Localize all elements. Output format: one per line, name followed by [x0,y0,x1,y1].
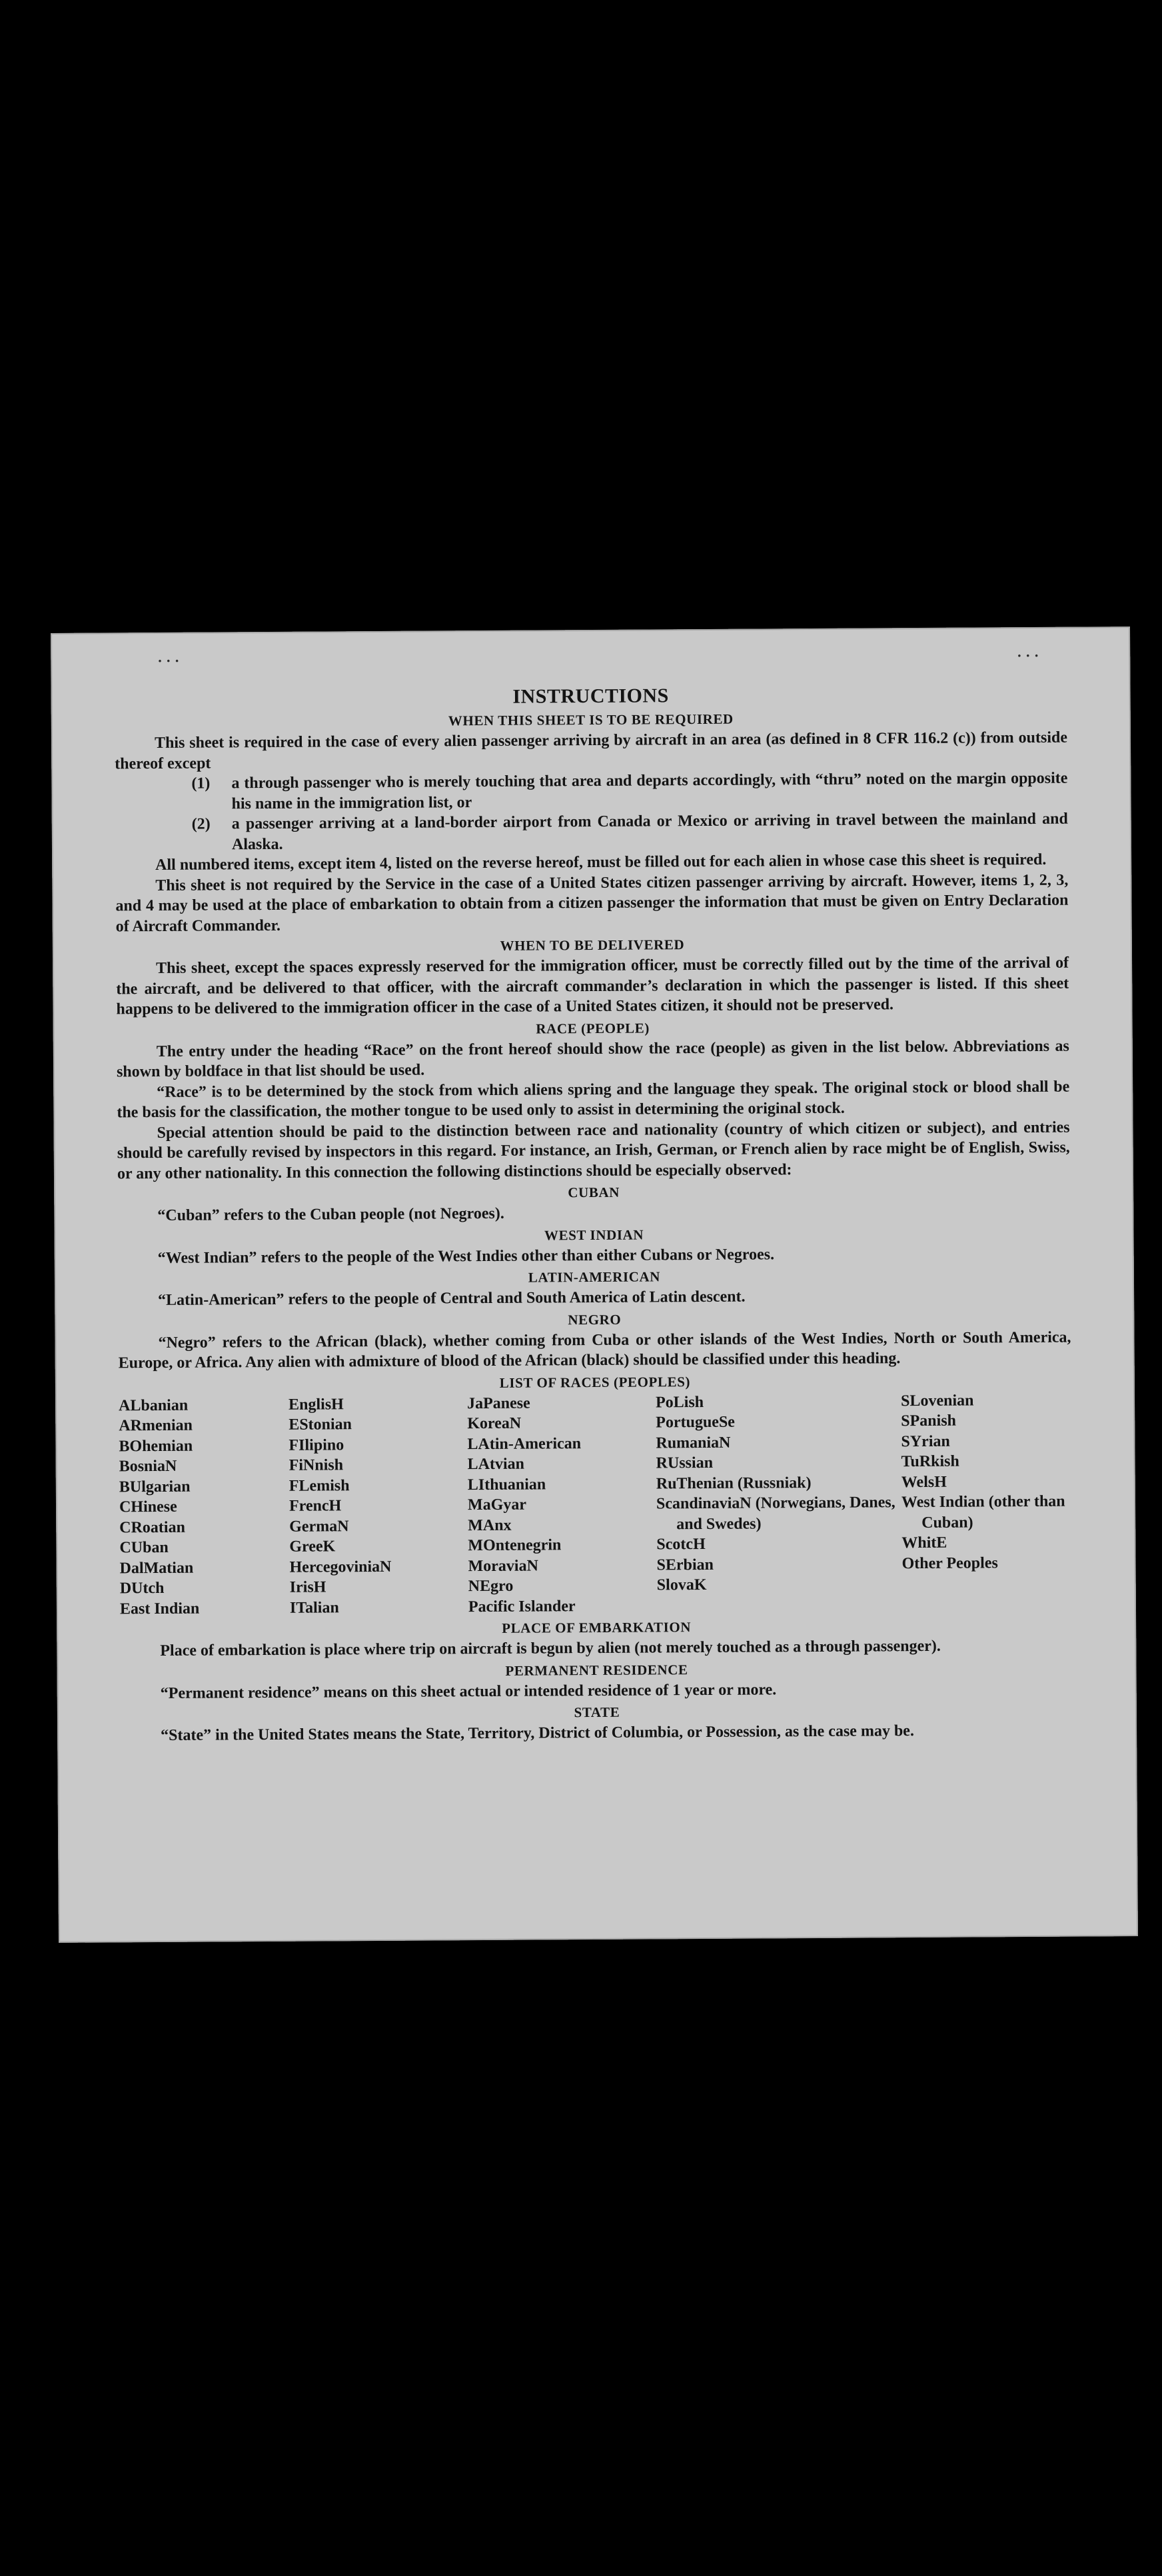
west-indian-definition: “West Indian” refers to the people of the West Indies other than either Cubans or Negroes. [157,1245,775,1267]
race-entry: SPanish [901,1412,957,1430]
heading-cuban: CUBAN [568,1184,620,1201]
race-entry: BOhemian [119,1437,193,1455]
race-entry: LAtin-American [467,1434,582,1453]
scan-specks-left: · · · [157,652,180,669]
race-entry: MaGyar [467,1496,527,1514]
heading-west-indian: WEST INDIAN [544,1226,644,1243]
sheet-content [115,682,1074,1746]
when-delivered-paragraph: This sheet, except the spaces expressly reserved for the immigration officer, must be correctly filled out by the time of the arrival of the aircraft, and be delivered to that officer, with the aircraft commander’s declaration in which the passenger is listed. If this sheet happens to be delivered to the immigration officer in the case of a United States citizen, it should not be preserved. [116,954,1069,1018]
latin-american-definition: “Latin-American” refers to the people of Central and South America of Latin descent. [158,1288,746,1310]
race-entry: CRoatian [119,1518,185,1536]
scan-specks-right: · · · [1017,646,1039,664]
race-paragraph-2: “Race” is to be determined by the stock from which aliens spring and the language they speak. The original stock or blood shall be the basis for the classification, the mother tongue to be used only to assist in determining the original stock. [117,1078,1070,1122]
races-column-2 [289,1394,468,1618]
races-column-4 [656,1391,902,1616]
state-text: “State” in the United States means the State, Territory, District of Columbia, or Possession, as the case may be. [161,1722,914,1744]
race-entry: GreeK [289,1538,336,1556]
heading-list-of-races: LIST OF RACES (PEOPLES) [499,1373,691,1391]
race-entry: PoLish [656,1393,704,1411]
race-entry: KoreaN [467,1414,522,1433]
race-entry: JaPanese [467,1394,530,1412]
race-entry: FiNnish [289,1456,344,1474]
race-entry: Other Peoples [901,1554,998,1572]
heading-race: RACE (PEOPLE) [536,1019,650,1037]
heading-when-required: WHEN THIS SHEET IS TO BE REQUIRED [448,710,734,729]
place-of-embarkation-text: Place of embarkation is place where trip on aircraft is begun by alien (not merely touched as a through passenger). [160,1637,941,1660]
race-entry: HercegoviniaN [289,1558,392,1576]
when-required-paragraph: This sheet is required in the case of every alien passenger arriving by aircraft in an area (as defined in 8 CFR 116.2 (c)) from outside thereof except [115,728,1068,772]
race-entry: MAnx [468,1516,512,1534]
race-entry: FIlipino [289,1436,344,1454]
page-title: INSTRUCTIONS [512,684,669,708]
heading-state: STATE [574,1704,620,1721]
exception-item-2 [115,809,1068,856]
race-entry: DUtch [119,1579,165,1598]
race-entry: LIthuanian [467,1475,546,1494]
cuban-definition: “Cuban” refers to the Cuban people (not Negroes). [157,1204,504,1225]
race-entry: TuRkish [901,1452,959,1471]
race-entry: ALbanian [119,1396,189,1414]
races-column-1 [119,1394,290,1619]
race-entry: LAtvian [467,1455,525,1474]
exception-item-2-number: (2) [191,815,211,833]
exception-item-1 [115,768,1067,815]
race-entry: NEgro [468,1577,514,1596]
race-entry: RUssian [656,1454,714,1472]
races-column-5 [901,1390,1073,1614]
race-entry: BUlgarian [119,1478,191,1496]
heading-permanent-residence: PERMANENT RESIDENCE [505,1661,688,1679]
race-entry: MoraviaN [468,1557,538,1575]
heading-latin-american: LATIN-AMERICAN [528,1268,661,1286]
race-entry: RumaniaN [656,1434,731,1452]
race-entry: WhitE [901,1534,947,1552]
race-entry: CHinese [119,1498,177,1516]
race-entry: PortugueSe [656,1413,735,1432]
exception-item-2-text: a passenger arriving at a land-border airport from Canada or Mexico or arriving in travel between the mainland and Alaska. [231,810,1068,853]
race-entry: East Indian [119,1600,200,1618]
race-entry: West Indian (other than Cuban) [901,1492,1065,1532]
race-entry: ScandinaviaN (Norwegians, Danes, and Swedes) [656,1494,895,1533]
race-entry: Pacific Islander [468,1597,576,1616]
heading-when-delivered: WHEN TO BE DELIVERED [500,936,685,954]
race-paragraph-1: The entry under the heading “Race” on the front hereof should show the race (people) as given in the list below. Abbreviations as shown by boldface in that list should be used. [116,1037,1069,1081]
exception-item-1-number: (1) [191,774,211,792]
permanent-residence-text: “Permanent residence” means on this sheet actual or intended residence of 1 year or more. [160,1680,777,1702]
heading-negro: NEGRO [568,1311,622,1328]
race-entry: BosniaN [119,1457,177,1476]
race-paragraph-3: Special attention should be paid to the distinction between race and nationality (country of which citizen or subject), and entries should be carefully revised by inspectors in this regard. For instance, an Irish, German, or French alien by race might be of English, Swiss, or any other nationality. In this connection the following distinctions should be especially observed: [117,1118,1070,1182]
race-entry: FrencH [289,1497,342,1515]
negro-definition: “Negro” refers to the African (black), whether coming from Cuba or other islands of the West Indies, North or South America, Europe, or Africa. Any alien with admixture of blood of the African (black) should be classified under this heading. [118,1328,1071,1372]
race-entry: EStonian [289,1416,352,1434]
numbered-items-paragraph: All numbered items, except item 4, listed on the reverse hereof, must be filled out for each alien in whose case this sheet is required. [155,850,1047,874]
race-entry: GermaN [289,1517,349,1536]
race-entry: IrisH [289,1578,326,1596]
race-entry: WelsH [901,1473,947,1491]
race-entry: DalMatian [119,1559,194,1577]
race-entry: EnglisH [289,1395,344,1414]
heading-place-of-embarkation: PLACE OF EMBARKATION [502,1619,692,1636]
race-entry: SLovenian [900,1392,974,1410]
race-entry: ARmenian [119,1416,193,1435]
race-entry: ScotcH [656,1535,706,1554]
instruction-sheet [51,627,1138,1943]
race-entry: MOntenegrin [468,1536,562,1555]
race-entry: CUban [119,1538,169,1557]
race-entry: SlovaK [656,1576,707,1594]
race-entry: SYrian [901,1432,950,1450]
races-column-3 [467,1392,657,1617]
exception-item-1-text: a through passenger who is merely touching that area and departs accordingly, with “thru” noted on the margin opposite his name in the immigration list, or [231,769,1068,812]
race-entry: SErbian [656,1556,714,1574]
races-table [119,1390,1073,1619]
race-entry: FLemish [289,1476,350,1495]
race-entry: ITalian [289,1598,339,1617]
race-entry: RuThenian (Russniak) [656,1474,812,1492]
citizen-passenger-paragraph: This sheet is not required by the Service in the case of a United States citizen passenger arriving by aircraft. However, items 1, 2, 3, and 4 may be used at the place of embarkation to obtain from a citizen passenger the information that must be given on Entry Declaration of Aircraft Commander. [115,871,1069,935]
